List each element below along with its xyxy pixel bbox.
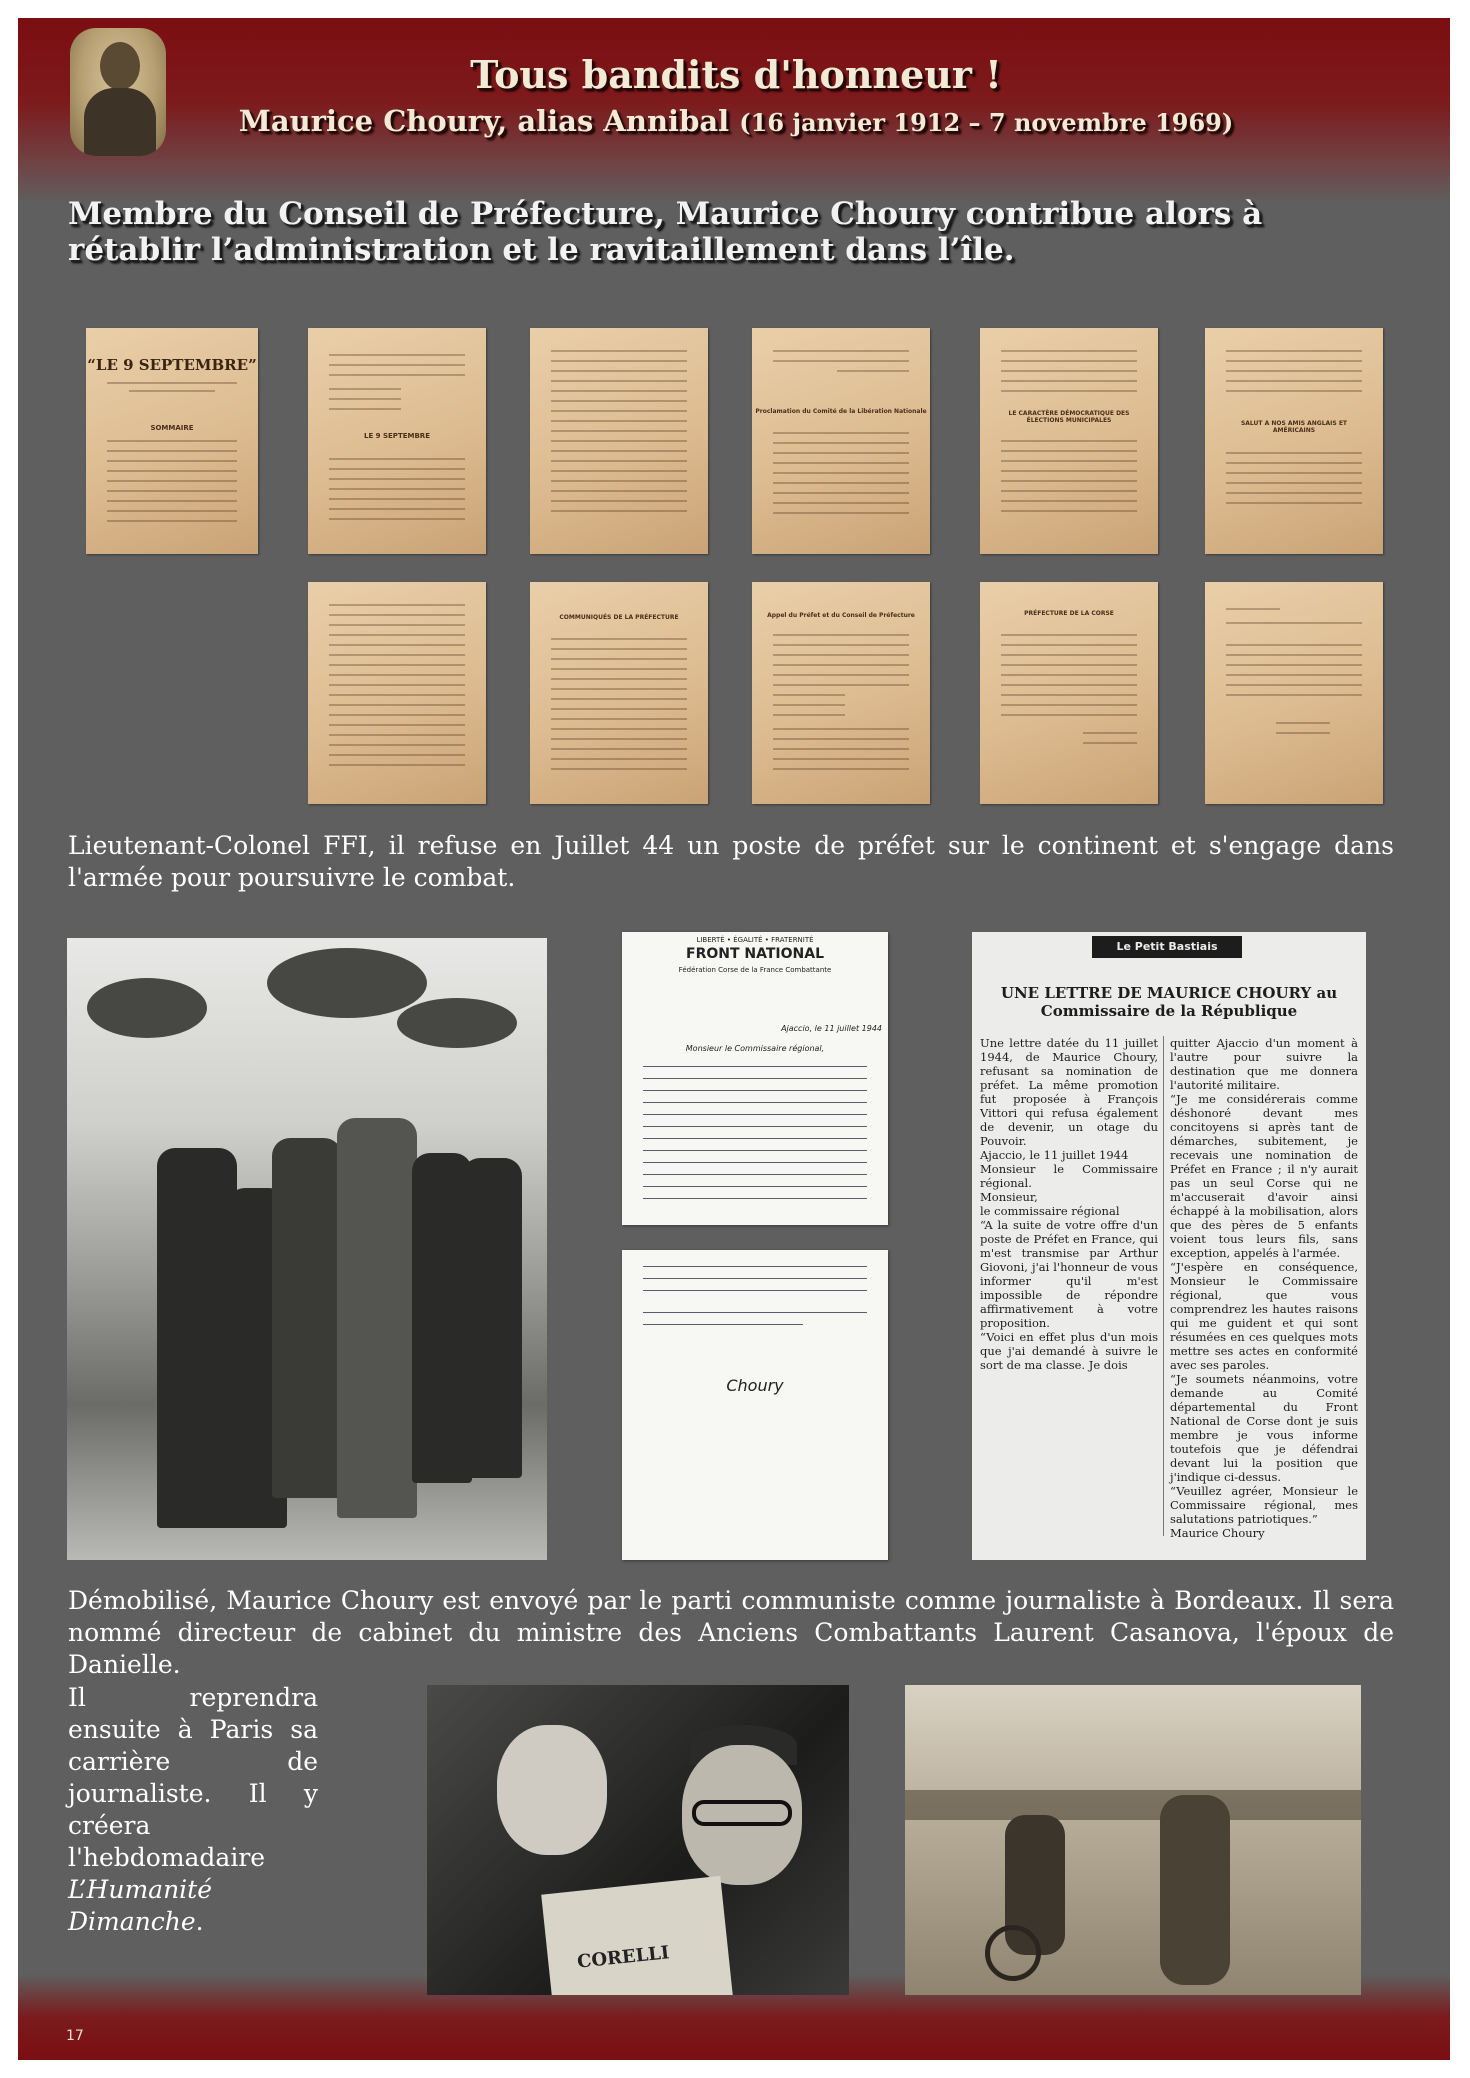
- paragraph-humanite-title: L’Humanité Dimanche: [68, 1875, 213, 1936]
- subtitle-dates: (16 janvier 1912 – 7 novembre 1969): [739, 108, 1234, 137]
- bulletin-page-11: [1205, 582, 1383, 804]
- newspaper-headline: UNE LETTRE DE MAURICE CHOURY au Commissaire de la République: [1000, 984, 1338, 1020]
- page6-title: SALUT A NOS AMIS ANGLAIS ET AMÉRICAINS: [1240, 420, 1348, 434]
- letter-motto: LIBERTÉ • ÉGALITÉ • FRATERNITÉ: [696, 936, 814, 944]
- page10-title: PRÉFECTURE DE LA CORSE: [1024, 610, 1114, 617]
- letter-signature: Choury: [726, 1376, 784, 1395]
- letter-org-sub: Fédération Corse de la France Combattante: [678, 966, 832, 974]
- bulletin-page-6: [1205, 328, 1383, 554]
- page4-title: Proclamation du Comité de la Libération Nationale: [755, 408, 927, 415]
- letter-org: FRONT NATIONAL: [686, 946, 824, 962]
- page9-title: Appel du Préfet et du Conseil de Préfecture: [767, 612, 915, 619]
- bulletin-page-3: [530, 328, 708, 554]
- cycling-photo: [905, 1685, 1361, 1995]
- bulletin-sommaire: SOMMAIRE: [150, 424, 194, 432]
- bulletin-page-4: [752, 328, 930, 554]
- paragraph-humanite: Il reprendra ensuite à Paris sa carrière de journaliste. Il y créera l'hebdomadaire L’Humanité Dimanche.: [68, 1683, 318, 1936]
- bulletin-title: “LE 9 SEPTEMBRE”: [87, 356, 257, 374]
- newspaper-masthead: Le Petit Bastiais: [1092, 936, 1242, 958]
- letter-page-1: [622, 932, 888, 1225]
- subtitle-name: Maurice Choury, alias Annibal: [238, 104, 730, 138]
- paragraph-bordeaux: Démobilisé, Maurice Choury est envoyé par le parti communiste comme journaliste à Bordeaux. Il sera nommé directeur de cabinet du ministre des Anciens Combattants Laurent Casanova, l'époux de Danielle.: [68, 1586, 1394, 1679]
- bulletin-page-7: [308, 582, 486, 804]
- bulletin-page-10: [980, 582, 1158, 804]
- bulletin-page-2: [308, 328, 486, 554]
- page-number: 17: [66, 2028, 84, 2044]
- bulletin-page-9: [752, 582, 930, 804]
- reading-photo: [427, 1685, 849, 1995]
- ceremony-photo: [67, 938, 547, 1560]
- newspaper-clipping: [972, 932, 1366, 1560]
- newspaper-column-rule: [1163, 1036, 1164, 1536]
- bulletin-page-8: [530, 582, 708, 804]
- page8-title: COMMUNIQUÉS DE LA PRÉFECTURE: [559, 614, 679, 621]
- page-subtitle: [0, 104, 1432, 138]
- section-headline: Membre du Conseil de Préfecture, Maurice Choury contribue alors à rétablir l’administration et le ravitaillement dans l’île.: [68, 196, 1263, 268]
- newspaper-column-2: quitter Ajaccio d'un moment à l'autre pour suivre la destination que me donnera l'autorité militaire. “Je me considérerais comme déshonoré devant mes concitoyens si après tant de démarches, subitement, je recevais une nomination de Préfet en France ; il n'y aurait pas un seul Corse qui ne m'accuserait d'avoir ainsi échappé à la mobilisation, alors que des pères de 5 enfants voient tous leurs fils, sans exception, appelés à l'armée. “J'espère en conséquence, Monsieur le Commissaire régional, que vous comprendrez les hautes raisons qui me guident et qui sont résumées en ces quelques mots mettre ses actes en conformité avec ses paroles. “Je soumets néanmoins, votre demande au Comité départemental du Front National de Corse dont je suis membre je vous informe toutefois que je défendrai devant lui la position que j'indique ci-dessus. “Veuillez agréer, Monsieur le Commissaire régional, mes salutations patriotiques.” Maurice Choury: [1170, 1036, 1358, 1540]
- page2-title: LE 9 SEPTEMBRE: [364, 432, 430, 440]
- letter-salutation: Monsieur le Commissaire régional,: [685, 1044, 825, 1053]
- bulletin-page-5: [980, 328, 1158, 554]
- paragraph-humanite-text: Il reprendra ensuite à Paris sa carrière de journaliste. Il y créera l'hebdomadaire: [68, 1683, 318, 1872]
- letter-page-2: [622, 1250, 888, 1560]
- score-title: CORELLI: [576, 1942, 671, 1973]
- letter-date: Ajaccio, le 11 juillet 1944: [781, 1024, 882, 1033]
- page5-title: LE CARACTÈRE DÉMOCRATIQUE DES ÉLECTIONS MUNICIPALES: [1008, 410, 1130, 424]
- paragraph-ffi: Lieutenant-Colonel FFI, il refuse en Juillet 44 un poste de préfet sur le continent et s'engage dans l'armée pour poursuivre le combat.: [68, 831, 1394, 892]
- page-title: Tous bandits d'honneur !: [470, 52, 1002, 97]
- bulletin-page-1: [86, 328, 258, 554]
- newspaper-column-1: Une lettre datée du 11 juillet 1944, de Maurice Choury, refusant sa nomination de préfet. La même promotion fut proposée à François Vittori qui refusa également de devenir, un otage du Pouvoir. Ajaccio, le 11 juillet 1944 Monsieur le Commissaire régional. Monsieur, le commissaire régional “A la suite de votre offre d'un poste de Préfet en France, qui m'est transmise par Arthur Giovoni, j'ai l'honneur de vous informer qu'il m'est impossible de répondre affirmativement à votre proposition. “Voici en effet plus d'un mois que j'ai demandé à suivre le sort de ma classe. Je dois: [980, 1036, 1158, 1372]
